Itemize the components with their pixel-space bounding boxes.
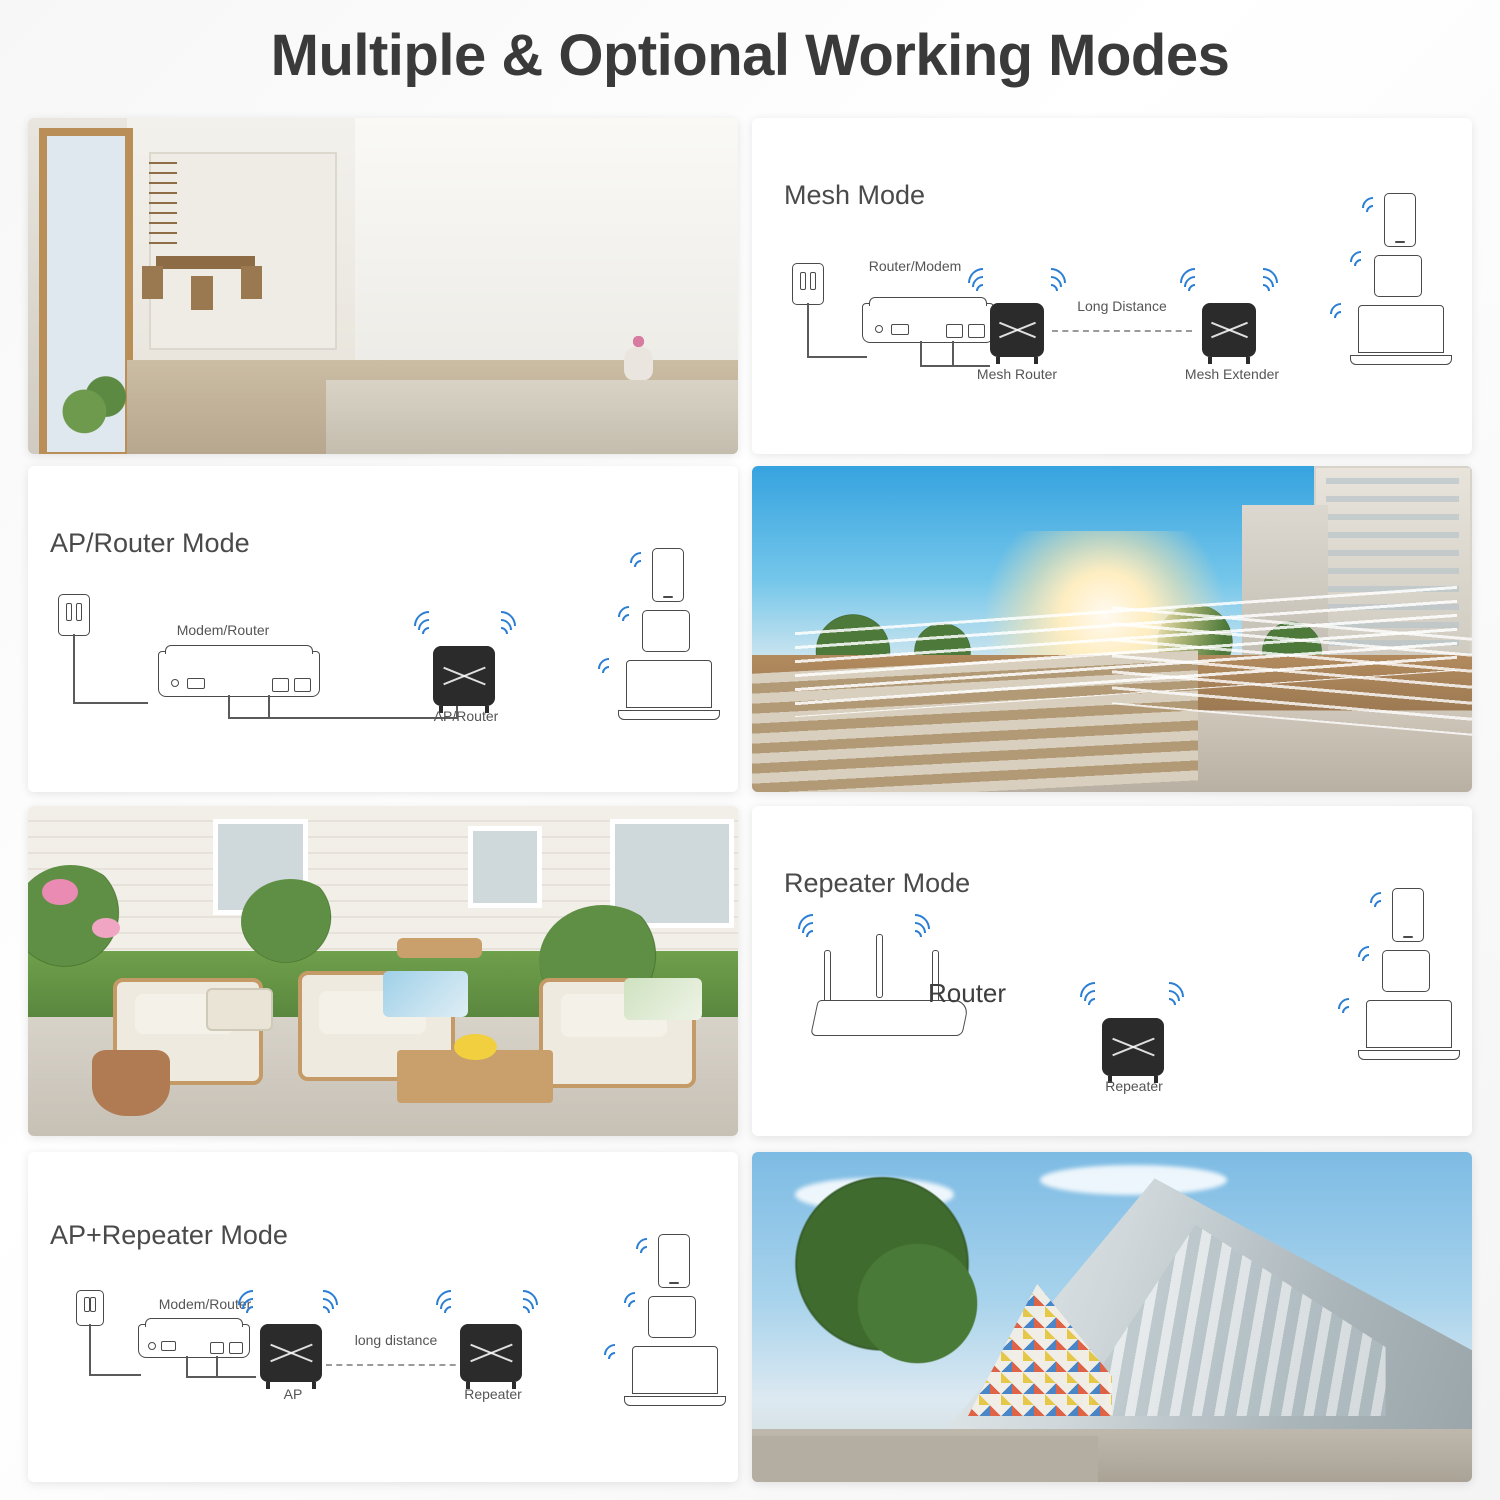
laptop-icon [624, 1346, 724, 1406]
wifi-icon [628, 554, 654, 574]
mesh-extender-label: Mesh Extender [1184, 366, 1280, 382]
repeater-device-icon [1102, 1018, 1164, 1076]
ap-router-modem-label: Modem/Router [176, 622, 270, 638]
repeater-device-icon [460, 1324, 522, 1382]
page-title: Multiple & Optional Working Modes [270, 23, 1230, 88]
client-devices [1332, 193, 1472, 383]
client-devices [606, 1234, 738, 1424]
wall-plug-icon [58, 594, 90, 636]
laptop-icon [1358, 1000, 1458, 1060]
photo-cathedral [752, 1152, 1472, 1482]
wifi-icon [902, 924, 928, 944]
client-devices [600, 548, 738, 738]
mesh-router-icon [990, 303, 1044, 357]
wifi-icon [1082, 992, 1108, 1012]
ap-repeater-modem-label: Modem/Router [158, 1296, 252, 1312]
panel-repeater-mode [752, 806, 1472, 1136]
router-label: Router [928, 978, 1007, 1008]
ap-router-device-icon [433, 646, 495, 706]
wifi-icon [510, 1300, 536, 1320]
laptop-icon [1350, 305, 1450, 365]
phone-icon [652, 548, 684, 602]
phone-icon [1392, 888, 1424, 942]
wifi-icon [1182, 278, 1208, 298]
mesh-link-label: Long Distance [1077, 298, 1167, 314]
photo-patio [28, 806, 738, 1136]
wifi-icon [416, 621, 442, 641]
client-devices [1340, 888, 1472, 1078]
photo-interior [28, 118, 738, 454]
repeater-mode-label: Repeater Mode [784, 868, 971, 898]
tablet-icon [1374, 255, 1422, 297]
wifi-icon [1250, 278, 1276, 298]
panel-ap-repeater-mode [28, 1152, 738, 1482]
phone-icon [658, 1234, 690, 1288]
wifi-icon [970, 278, 996, 298]
wifi-icon [622, 1294, 648, 1314]
repeater-label: Repeater [464, 1386, 522, 1402]
ap-repeater-link-label: long distance [354, 1332, 438, 1348]
wifi-icon [488, 621, 514, 641]
phone-icon [1384, 193, 1416, 247]
wifi-icon [1348, 253, 1374, 273]
panel-ap-router-mode [28, 466, 738, 792]
wifi-icon [1368, 894, 1394, 914]
ap-device-icon [260, 1324, 322, 1382]
modem-icon [862, 303, 994, 343]
tablet-icon [648, 1296, 696, 1338]
wall-plug-icon [792, 263, 824, 305]
modem-icon [158, 651, 320, 697]
wifi-icon [1038, 278, 1064, 298]
mesh-modem-label: Router/Modem [868, 258, 962, 274]
wifi-icon [438, 1300, 464, 1320]
ap-router-mode-label: AP/Router Mode [50, 528, 250, 558]
wall-plug-icon [76, 1290, 104, 1326]
repeater-label: Repeater [1105, 1078, 1163, 1094]
wifi-icon [1156, 992, 1182, 1012]
wifi-icon [240, 1300, 266, 1320]
ap-router-device-label: AP/Router [433, 708, 499, 724]
ap-repeater-mode-label: AP+Repeater Mode [50, 1220, 288, 1250]
wifi-icon [1360, 199, 1386, 219]
wifi-icon [634, 1240, 660, 1260]
modem-icon [138, 1324, 250, 1358]
wifi-icon [800, 924, 826, 944]
laptop-icon [618, 660, 718, 720]
photo-terrace [752, 466, 1472, 792]
panel-mesh-mode [752, 118, 1472, 454]
tablet-icon [642, 610, 690, 652]
wifi-icon [310, 1300, 336, 1320]
mesh-extender-icon [1202, 303, 1256, 357]
ap-device-label: AP [283, 1386, 303, 1402]
mesh-mode-label: Mesh Mode [784, 180, 926, 210]
wifi-icon [616, 608, 642, 628]
mesh-router-label: Mesh Router [976, 366, 1058, 382]
wifi-icon [1356, 948, 1382, 968]
tablet-icon [1382, 950, 1430, 992]
